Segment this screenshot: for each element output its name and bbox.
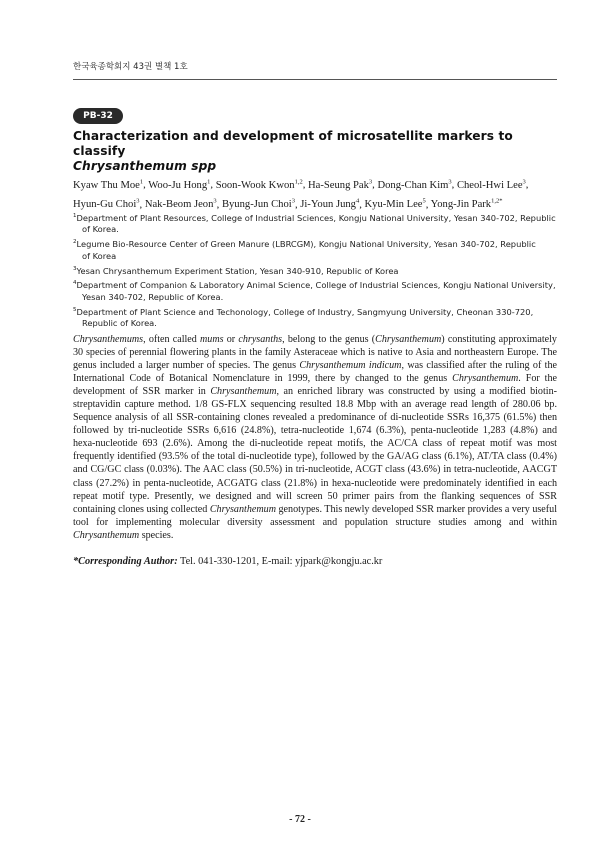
- affiliation-text: Department of Plant Resources, College of Industrial Sciences, Kongju National University, Yesan 340-702, Republic: [76, 212, 556, 223]
- affiliation-number: 1: [73, 213, 77, 219]
- abstract-italic: Chrysanthemum: [209, 503, 276, 515]
- corresponding-label: *Corresponding Author:: [73, 556, 178, 567]
- author-affiliation-mark: 4: [355, 197, 360, 205]
- author-name: Ha-Seung Pak: [308, 179, 369, 191]
- author-affiliation-mark: 3: [136, 197, 140, 205]
- affiliation: [73, 278, 557, 303]
- paper-title: [73, 129, 553, 174]
- abstract-text: or: [223, 334, 239, 345]
- abstract-body: [73, 333, 557, 542]
- author-affiliation-mark: 1: [139, 178, 144, 185]
- affiliation-text-continued: of Korea.: [82, 224, 119, 235]
- abstract-italic: Chrysanthemum: [375, 334, 442, 345]
- affiliation-text-continued: of Korea: [82, 250, 117, 261]
- affiliation: [73, 211, 557, 236]
- author-name: Kyaw Thu Moe: [73, 179, 140, 191]
- abstract-text: , belong to the genus (: [282, 334, 376, 345]
- affiliation-text: Department of Companion & Laboratory Animal Science, College of Industrial Sciences, Kongju National University,: [76, 280, 556, 291]
- corresponding-author: [73, 556, 557, 567]
- abstract-italic: Chrysanthemums: [73, 334, 144, 345]
- author: [216, 180, 303, 191]
- author-name: Yong-Jin Park: [430, 199, 492, 211]
- affiliation-text: Legume Bio-Resource Center of Green Manure (LBRCGM), Kongju National University, Yesan 340-702, Republic: [76, 239, 536, 250]
- author-name: Nak-Beom Jeon: [144, 199, 214, 211]
- abstract-text: , was classified after the ruling of the International Code of Botanical Nomenclature in 1999, there by changed to the genus: [73, 360, 558, 385]
- author: [148, 180, 210, 191]
- affiliation: [73, 264, 557, 277]
- abstract-id-badge: PB-32: [73, 108, 123, 124]
- affiliation-number: 5: [73, 306, 77, 313]
- journal-header: 한국육종학회지 43권 별책 1호: [73, 62, 188, 72]
- corresponding-contact: Tel. 041-330-1201, E-mail: yjpark@kongju.ac.kr: [177, 556, 383, 567]
- author-affiliation-mark: 3: [213, 197, 217, 205]
- affiliation-text-continued: Yesan 340-702, Republic of Korea.: [82, 291, 224, 302]
- affiliation-list: [73, 211, 557, 331]
- affiliation-number: 4: [73, 280, 77, 287]
- author: [308, 180, 372, 191]
- author: [365, 199, 426, 210]
- author: [73, 199, 140, 210]
- author-affiliation-mark: 3: [522, 178, 526, 185]
- author-name: Soon-Wook Kwon: [215, 179, 295, 191]
- author-list: Kyaw Thu Moe$^1$, Woo-Ju Hong$^1$, Soon-Wook Kwon$^{1,2}$, Ha-Seung Pak$^3$, Dong-Chan Kim$^3$, Cheol-Hwi Lee$^3$, Hyun-Gu Choi$^3$, Nak-Beom Jeon$^3$, Byung-Jun Choi$^3$, Ji-Youn Jung$^4$, Kyu-Min Lee$^5$, Yong-Jin Park$^{1,2*}$: [73, 178, 529, 211]
- author-name: Hyun-Gu Choi: [73, 199, 137, 211]
- abstract-text: ) constituting approximately 30 species of perennial flowering plants in the family Asteraceae which is native to Asia and northeastern Europe. The genus included a larger number of species. The genus: [73, 334, 557, 372]
- author: [300, 199, 359, 210]
- abstract-italic: Chrysanthemum indicum: [299, 360, 402, 372]
- affiliation-text: Department of Plant Science and Techonology, College of Industry, Sangmyung University, Cheonan 330-720,: [76, 306, 534, 317]
- abstract-text: , often called: [143, 334, 201, 345]
- author-name: Ji-Youn Jung: [300, 199, 356, 211]
- author-name: Dong-Chan Kim: [377, 179, 449, 191]
- author-affiliation-mark: 1: [207, 178, 211, 185]
- author-name: Kyu-Min Lee: [364, 199, 423, 211]
- author: [222, 199, 295, 210]
- abstract-italic: mums: [200, 334, 224, 345]
- affiliation-text: Yesan Chrysanthemum Experiment Station, Yesan 340-910, Republic of Korea: [76, 265, 399, 276]
- title-line-2: Chrysanthemum spp: [73, 159, 217, 173]
- author: [457, 180, 526, 191]
- author-affiliation-mark: 1,2: [294, 178, 303, 185]
- affiliation-number: 2: [73, 239, 77, 246]
- author-affiliation-mark: 1,2*: [491, 197, 503, 205]
- author-affiliation-mark: 3: [368, 178, 373, 185]
- author: [145, 199, 217, 210]
- affiliation-text-continued: Republic of Korea.: [82, 317, 157, 328]
- abstract-italic: Chrysanthemum: [452, 373, 519, 385]
- header-rule: [73, 79, 557, 80]
- author-name: Cheol-Hwi Lee: [456, 179, 523, 191]
- title-line-1: Characterization and development of microsatellite markers to classify: [73, 129, 513, 158]
- author-name: Byung-Jun Choi: [221, 199, 292, 211]
- author-name: Woo-Ju Hong: [148, 179, 208, 191]
- page-number: - 72 -: [289, 814, 311, 825]
- affiliation: [73, 305, 557, 330]
- abstract-text: genotypes. This newly developed SSR marker provides a very useful tool for implementing molecular diversity assessment and population structure studies among and within: [73, 503, 557, 528]
- author-affiliation-mark: 3: [291, 197, 295, 205]
- abstract-italic: chrysanths: [238, 334, 283, 345]
- author: [73, 180, 143, 191]
- abstract-text: species.: [139, 529, 174, 541]
- abstract-italic: Chrysanthemum: [210, 386, 277, 398]
- author: [431, 199, 503, 210]
- affiliation: [73, 237, 557, 262]
- abstract-text: . For the development of SSR marker in: [73, 373, 557, 398]
- author-affiliation-mark: 5: [422, 197, 426, 205]
- abstract-italic: Chrysanthemum: [73, 529, 140, 541]
- affiliation-number: 3: [73, 265, 77, 272]
- abstract-text: , an enriched library was constructed by using a modified biotin-streptavidin capture method. 1/8 GS-FLX sequencing resulted 18.8 Mbp with an average read length of 280.06 bp. Sequence analysis of all SSR-containing clones revealed a predominance of di-nucleotide SSRs 16,375 (61.5%) then followed by tri-nucleotide SSRs 6,616 (24.8%), tetra-nucleotide 1,674 (6.3%), penta-nucleotide 1,283 (4.8%) and hexa-nucleotide 693 (2.6%). Among the di-nucleotide repeat motifs, the AC/CA class of repeat motif was most frequently identified (93.5% of the total di-nucleotide type), followed by the GA/AG class (6.1%), AT/TA class (0.4%) and CG/GC class (0.03%). The AAC class (50.5%) in tri-nucleotide, ACGT class (43.6%) in tetra-nucleotide, AACGT class (27.2%) in penta-nucleotide, ACGATG class (21.8%) in hexa-nucleotide were predominately identified in each repeat motif type. Presently, we designed and will screen 50 primer pairs from the flanking sequences of SSR containing clones using collected: [73, 386, 557, 515]
- author-affiliation-mark: 3: [448, 178, 452, 185]
- author: [377, 180, 451, 191]
